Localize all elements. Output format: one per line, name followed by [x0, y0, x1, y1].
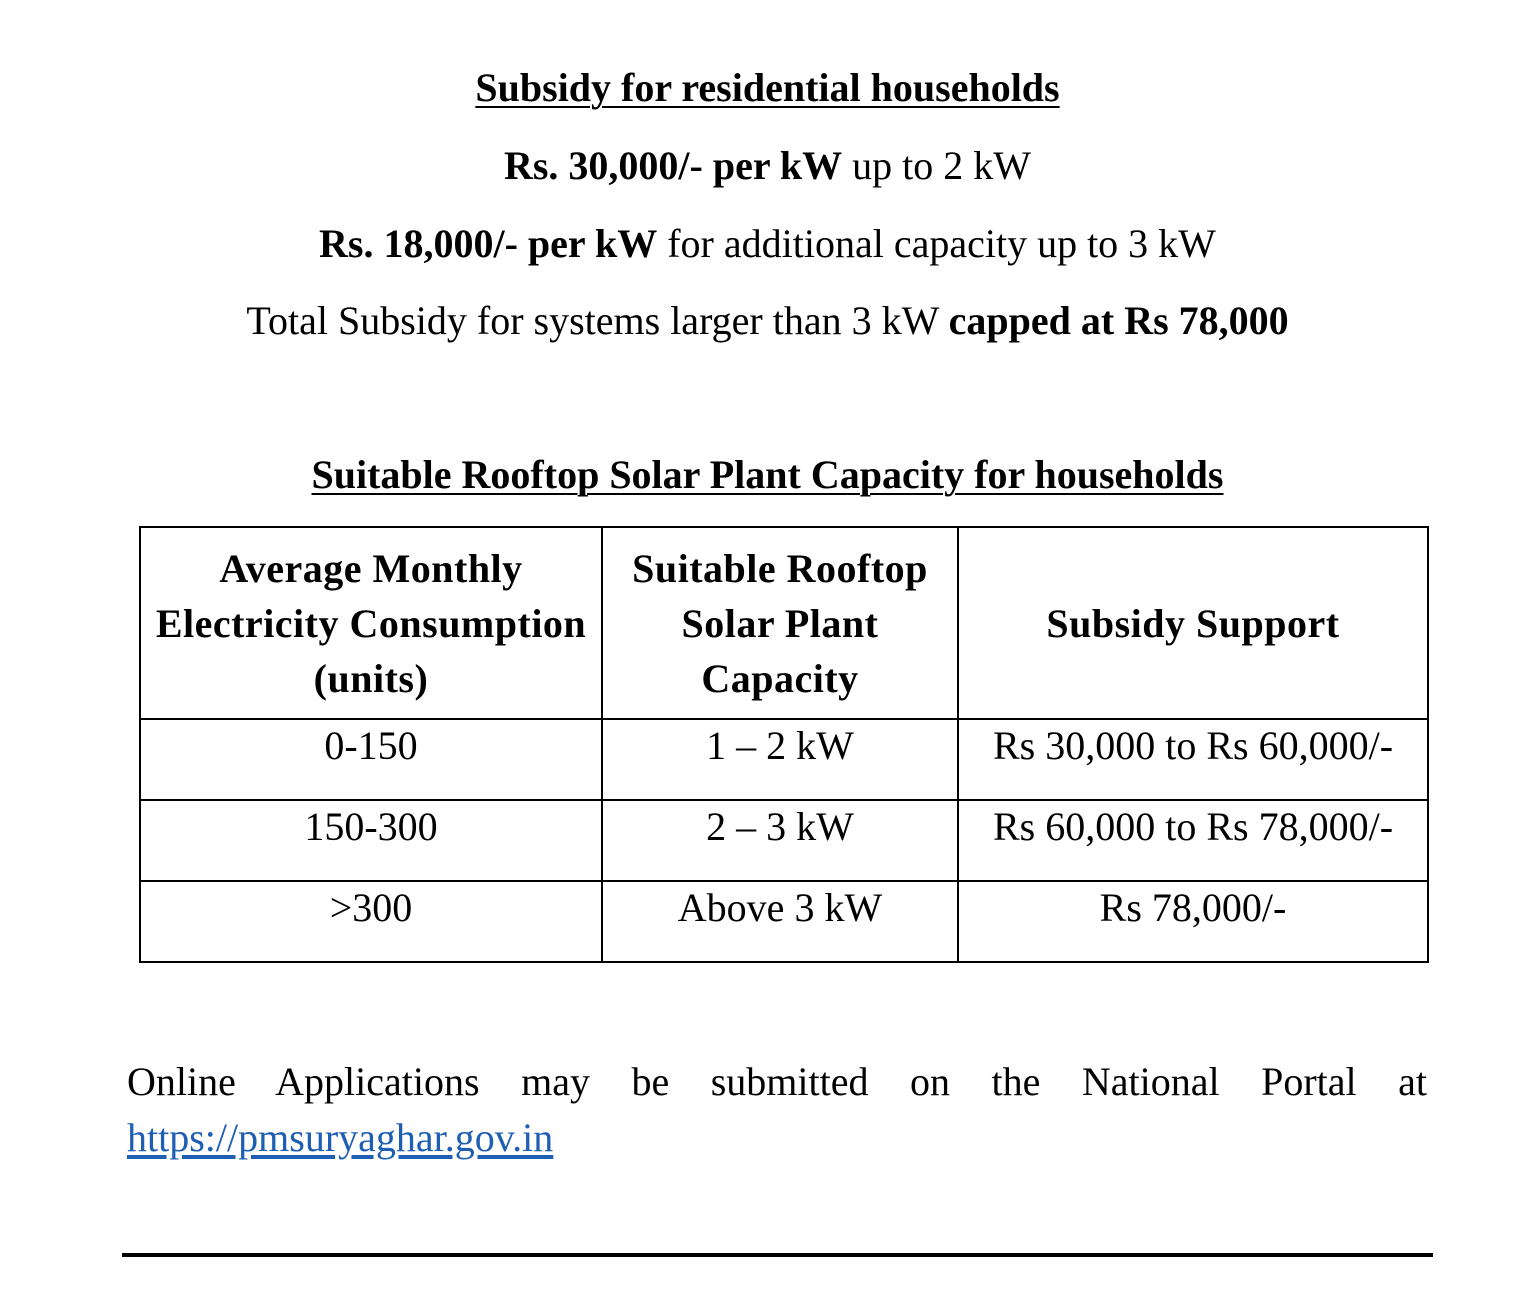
- cell-consumption: 0-150: [140, 719, 602, 800]
- cell-capacity: 2 – 3 kW: [602, 800, 958, 881]
- header-consumption: Average Monthly Electricity Consumption (units): [140, 527, 602, 719]
- cell-consumption: 150-300: [140, 800, 602, 881]
- subsidy-line-3-bold: capped at Rs 78,000: [948, 298, 1289, 343]
- capacity-subsidy-table: [139, 526, 1429, 963]
- online-application-note: [127, 1054, 1427, 1166]
- subsidy-line-3-text: Total Subsidy for systems larger than 3 kW: [246, 298, 949, 343]
- subsidy-line-2-bold: Rs. 18,000/- per kW: [319, 221, 658, 266]
- cell-subsidy: Rs 60,000 to Rs 78,000/-: [958, 800, 1428, 881]
- header-subsidy: Subsidy Support: [958, 527, 1428, 719]
- cell-capacity: Above 3 kW: [602, 881, 958, 962]
- portal-link[interactable]: https://pmsuryaghar.gov.in: [127, 1115, 554, 1160]
- subsidy-line-1: [0, 142, 1535, 190]
- table-row: [140, 800, 1428, 881]
- header-capacity: Suitable Rooftop Solar Plant Capacity: [602, 527, 958, 719]
- table-header-row: [140, 527, 1428, 719]
- subsidy-line-3: [0, 297, 1535, 345]
- capacity-table-title: Suitable Rooftop Solar Plant Capacity for households: [311, 452, 1224, 497]
- table-row: [140, 719, 1428, 800]
- cell-subsidy: Rs 30,000 to Rs 60,000/-: [958, 719, 1428, 800]
- cell-consumption: >300: [140, 881, 602, 962]
- note-text: Online Applications may be submitted on the National Portal at: [127, 1059, 1427, 1104]
- cell-subsidy: Rs 78,000/-: [958, 881, 1428, 962]
- subsidy-title: Subsidy for residential households: [475, 65, 1060, 110]
- subsidy-line-1-text: up to 2 kW: [842, 143, 1032, 188]
- cell-capacity: 1 – 2 kW: [602, 719, 958, 800]
- subsidy-line-2-text: for additional capacity up to 3 kW: [657, 221, 1216, 266]
- table-row: [140, 881, 1428, 962]
- subsidy-line-2: [0, 220, 1535, 268]
- footer-divider: [122, 1253, 1433, 1257]
- subsidy-line-1-bold: Rs. 30,000/- per kW: [503, 143, 843, 188]
